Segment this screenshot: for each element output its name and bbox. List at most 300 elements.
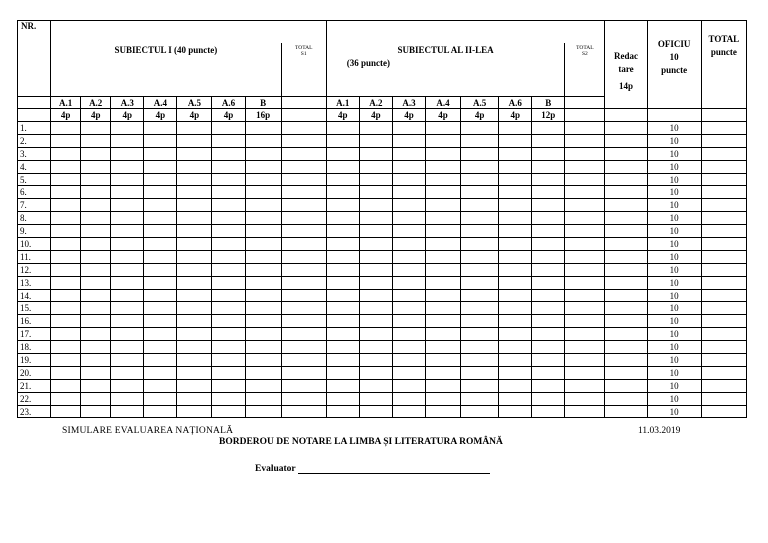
score-cell[interactable] bbox=[426, 122, 461, 135]
score-cell[interactable] bbox=[392, 212, 425, 225]
score-cell[interactable] bbox=[499, 276, 532, 289]
score-cell[interactable] bbox=[177, 289, 212, 302]
score-cell[interactable] bbox=[51, 263, 81, 276]
score-cell[interactable] bbox=[461, 392, 499, 405]
score-cell[interactable] bbox=[144, 379, 177, 392]
score-cell[interactable] bbox=[326, 354, 359, 367]
score-cell[interactable] bbox=[461, 199, 499, 212]
score-cell[interactable] bbox=[212, 328, 245, 341]
score-cell[interactable] bbox=[392, 147, 425, 160]
score-cell[interactable] bbox=[326, 366, 359, 379]
score-cell[interactable] bbox=[111, 160, 144, 173]
score-cell[interactable] bbox=[426, 289, 461, 302]
score-cell[interactable] bbox=[245, 341, 281, 354]
score-cell[interactable] bbox=[245, 212, 281, 225]
redactare-score-cell[interactable] bbox=[605, 186, 647, 199]
score-cell[interactable] bbox=[461, 173, 499, 186]
score-cell[interactable] bbox=[499, 354, 532, 367]
score-cell[interactable] bbox=[461, 341, 499, 354]
score-cell[interactable] bbox=[81, 263, 111, 276]
score-cell[interactable] bbox=[81, 341, 111, 354]
total-score-cell[interactable] bbox=[701, 289, 746, 302]
score-cell[interactable] bbox=[81, 160, 111, 173]
score-cell[interactable] bbox=[212, 289, 245, 302]
score-cell[interactable] bbox=[281, 173, 326, 186]
score-cell[interactable] bbox=[111, 212, 144, 225]
score-cell[interactable] bbox=[281, 122, 326, 135]
score-cell[interactable] bbox=[281, 186, 326, 199]
score-cell[interactable] bbox=[177, 173, 212, 186]
score-cell[interactable] bbox=[245, 315, 281, 328]
score-cell[interactable] bbox=[245, 328, 281, 341]
score-cell[interactable] bbox=[81, 250, 111, 263]
score-cell[interactable] bbox=[326, 302, 359, 315]
score-cell[interactable] bbox=[281, 238, 326, 251]
total-score-cell[interactable] bbox=[701, 238, 746, 251]
score-cell[interactable] bbox=[499, 379, 532, 392]
score-cell[interactable] bbox=[326, 173, 359, 186]
score-cell[interactable] bbox=[499, 392, 532, 405]
score-cell[interactable] bbox=[245, 354, 281, 367]
score-cell[interactable] bbox=[426, 160, 461, 173]
score-cell[interactable] bbox=[359, 173, 392, 186]
score-cell[interactable] bbox=[532, 392, 565, 405]
score-cell[interactable] bbox=[565, 379, 605, 392]
score-cell[interactable] bbox=[426, 328, 461, 341]
total-score-cell[interactable] bbox=[701, 160, 746, 173]
score-cell[interactable] bbox=[51, 186, 81, 199]
score-cell[interactable] bbox=[565, 302, 605, 315]
score-cell[interactable] bbox=[81, 238, 111, 251]
score-cell[interactable] bbox=[245, 122, 281, 135]
score-cell[interactable] bbox=[392, 238, 425, 251]
score-cell[interactable] bbox=[212, 173, 245, 186]
score-cell[interactable] bbox=[81, 405, 111, 418]
score-cell[interactable] bbox=[426, 173, 461, 186]
score-cell[interactable] bbox=[212, 405, 245, 418]
score-cell[interactable] bbox=[245, 366, 281, 379]
score-cell[interactable] bbox=[392, 134, 425, 147]
total-score-cell[interactable] bbox=[701, 134, 746, 147]
score-cell[interactable] bbox=[461, 186, 499, 199]
score-cell[interactable] bbox=[532, 354, 565, 367]
score-cell[interactable] bbox=[281, 302, 326, 315]
score-cell[interactable] bbox=[426, 250, 461, 263]
score-cell[interactable] bbox=[51, 147, 81, 160]
score-cell[interactable] bbox=[281, 225, 326, 238]
score-cell[interactable] bbox=[326, 276, 359, 289]
score-cell[interactable] bbox=[212, 186, 245, 199]
score-cell[interactable] bbox=[326, 392, 359, 405]
redactare-score-cell[interactable] bbox=[605, 276, 647, 289]
score-cell[interactable] bbox=[144, 289, 177, 302]
score-cell[interactable] bbox=[499, 212, 532, 225]
score-cell[interactable] bbox=[212, 366, 245, 379]
total-score-cell[interactable] bbox=[701, 366, 746, 379]
score-cell[interactable] bbox=[144, 212, 177, 225]
score-cell[interactable] bbox=[326, 160, 359, 173]
total-score-cell[interactable] bbox=[701, 276, 746, 289]
score-cell[interactable] bbox=[281, 328, 326, 341]
score-cell[interactable] bbox=[565, 173, 605, 186]
score-cell[interactable] bbox=[81, 289, 111, 302]
score-cell[interactable] bbox=[532, 379, 565, 392]
score-cell[interactable] bbox=[51, 122, 81, 135]
total-score-cell[interactable] bbox=[701, 328, 746, 341]
score-cell[interactable] bbox=[565, 341, 605, 354]
score-cell[interactable] bbox=[81, 354, 111, 367]
score-cell[interactable] bbox=[565, 405, 605, 418]
score-cell[interactable] bbox=[426, 147, 461, 160]
score-cell[interactable] bbox=[111, 122, 144, 135]
score-cell[interactable] bbox=[565, 250, 605, 263]
score-cell[interactable] bbox=[532, 173, 565, 186]
score-cell[interactable] bbox=[144, 134, 177, 147]
score-cell[interactable] bbox=[532, 263, 565, 276]
score-cell[interactable] bbox=[499, 122, 532, 135]
score-cell[interactable] bbox=[499, 160, 532, 173]
score-cell[interactable] bbox=[326, 238, 359, 251]
score-cell[interactable] bbox=[326, 263, 359, 276]
score-cell[interactable] bbox=[359, 328, 392, 341]
score-cell[interactable] bbox=[499, 250, 532, 263]
score-cell[interactable] bbox=[499, 186, 532, 199]
score-cell[interactable] bbox=[177, 250, 212, 263]
score-cell[interactable] bbox=[532, 199, 565, 212]
score-cell[interactable] bbox=[212, 379, 245, 392]
score-cell[interactable] bbox=[245, 392, 281, 405]
score-cell[interactable] bbox=[532, 147, 565, 160]
score-cell[interactable] bbox=[111, 341, 144, 354]
score-cell[interactable] bbox=[144, 186, 177, 199]
score-cell[interactable] bbox=[177, 366, 212, 379]
score-cell[interactable] bbox=[499, 238, 532, 251]
score-cell[interactable] bbox=[81, 212, 111, 225]
score-cell[interactable] bbox=[81, 366, 111, 379]
score-cell[interactable] bbox=[426, 238, 461, 251]
score-cell[interactable] bbox=[144, 238, 177, 251]
redactare-score-cell[interactable] bbox=[605, 405, 647, 418]
score-cell[interactable] bbox=[281, 379, 326, 392]
score-cell[interactable] bbox=[359, 289, 392, 302]
score-cell[interactable] bbox=[212, 315, 245, 328]
score-cell[interactable] bbox=[144, 173, 177, 186]
score-cell[interactable] bbox=[392, 405, 425, 418]
score-cell[interactable] bbox=[461, 276, 499, 289]
score-cell[interactable] bbox=[281, 263, 326, 276]
score-cell[interactable] bbox=[359, 212, 392, 225]
score-cell[interactable] bbox=[177, 302, 212, 315]
score-cell[interactable] bbox=[177, 160, 212, 173]
score-cell[interactable] bbox=[461, 212, 499, 225]
redactare-score-cell[interactable] bbox=[605, 225, 647, 238]
score-cell[interactable] bbox=[499, 263, 532, 276]
score-cell[interactable] bbox=[144, 405, 177, 418]
score-cell[interactable] bbox=[426, 341, 461, 354]
score-cell[interactable] bbox=[144, 354, 177, 367]
score-cell[interactable] bbox=[426, 225, 461, 238]
score-cell[interactable] bbox=[392, 289, 425, 302]
score-cell[interactable] bbox=[245, 225, 281, 238]
score-cell[interactable] bbox=[499, 173, 532, 186]
score-cell[interactable] bbox=[144, 199, 177, 212]
score-cell[interactable] bbox=[565, 366, 605, 379]
evaluator-signature-line[interactable] bbox=[298, 464, 490, 474]
score-cell[interactable] bbox=[212, 225, 245, 238]
score-cell[interactable] bbox=[426, 366, 461, 379]
total-score-cell[interactable] bbox=[701, 379, 746, 392]
score-cell[interactable] bbox=[392, 173, 425, 186]
score-cell[interactable] bbox=[359, 263, 392, 276]
score-cell[interactable] bbox=[326, 250, 359, 263]
score-cell[interactable] bbox=[392, 186, 425, 199]
score-cell[interactable] bbox=[426, 134, 461, 147]
score-cell[interactable] bbox=[359, 315, 392, 328]
score-cell[interactable] bbox=[499, 315, 532, 328]
score-cell[interactable] bbox=[359, 392, 392, 405]
score-cell[interactable] bbox=[212, 276, 245, 289]
score-cell[interactable] bbox=[177, 238, 212, 251]
score-cell[interactable] bbox=[565, 147, 605, 160]
total-score-cell[interactable] bbox=[701, 122, 746, 135]
score-cell[interactable] bbox=[212, 212, 245, 225]
score-cell[interactable] bbox=[532, 186, 565, 199]
score-cell[interactable] bbox=[144, 315, 177, 328]
score-cell[interactable] bbox=[532, 341, 565, 354]
score-cell[interactable] bbox=[281, 160, 326, 173]
score-cell[interactable] bbox=[326, 147, 359, 160]
score-cell[interactable] bbox=[532, 328, 565, 341]
score-cell[interactable] bbox=[212, 250, 245, 263]
redactare-score-cell[interactable] bbox=[605, 366, 647, 379]
score-cell[interactable] bbox=[51, 366, 81, 379]
score-cell[interactable] bbox=[111, 199, 144, 212]
score-cell[interactable] bbox=[111, 289, 144, 302]
total-score-cell[interactable] bbox=[701, 341, 746, 354]
score-cell[interactable] bbox=[212, 263, 245, 276]
score-cell[interactable] bbox=[565, 225, 605, 238]
score-cell[interactable] bbox=[392, 250, 425, 263]
score-cell[interactable] bbox=[212, 134, 245, 147]
score-cell[interactable] bbox=[51, 328, 81, 341]
score-cell[interactable] bbox=[499, 366, 532, 379]
score-cell[interactable] bbox=[499, 341, 532, 354]
score-cell[interactable] bbox=[111, 173, 144, 186]
score-cell[interactable] bbox=[81, 134, 111, 147]
score-cell[interactable] bbox=[326, 186, 359, 199]
score-cell[interactable] bbox=[392, 366, 425, 379]
score-cell[interactable] bbox=[111, 276, 144, 289]
score-cell[interactable] bbox=[81, 302, 111, 315]
score-cell[interactable] bbox=[51, 238, 81, 251]
total-score-cell[interactable] bbox=[701, 199, 746, 212]
score-cell[interactable] bbox=[392, 263, 425, 276]
total-score-cell[interactable] bbox=[701, 354, 746, 367]
score-cell[interactable] bbox=[461, 263, 499, 276]
score-cell[interactable] bbox=[51, 225, 81, 238]
score-cell[interactable] bbox=[111, 134, 144, 147]
score-cell[interactable] bbox=[326, 199, 359, 212]
score-cell[interactable] bbox=[565, 238, 605, 251]
score-cell[interactable] bbox=[359, 160, 392, 173]
score-cell[interactable] bbox=[111, 315, 144, 328]
score-cell[interactable] bbox=[392, 160, 425, 173]
score-cell[interactable] bbox=[212, 199, 245, 212]
score-cell[interactable] bbox=[177, 147, 212, 160]
score-cell[interactable] bbox=[245, 238, 281, 251]
score-cell[interactable] bbox=[532, 225, 565, 238]
score-cell[interactable] bbox=[51, 289, 81, 302]
score-cell[interactable] bbox=[532, 289, 565, 302]
score-cell[interactable] bbox=[281, 199, 326, 212]
score-cell[interactable] bbox=[426, 392, 461, 405]
score-cell[interactable] bbox=[532, 405, 565, 418]
redactare-score-cell[interactable] bbox=[605, 199, 647, 212]
score-cell[interactable] bbox=[81, 392, 111, 405]
score-cell[interactable] bbox=[177, 225, 212, 238]
score-cell[interactable] bbox=[51, 315, 81, 328]
score-cell[interactable] bbox=[461, 354, 499, 367]
total-score-cell[interactable] bbox=[701, 212, 746, 225]
score-cell[interactable] bbox=[245, 250, 281, 263]
score-cell[interactable] bbox=[565, 276, 605, 289]
score-cell[interactable] bbox=[51, 134, 81, 147]
score-cell[interactable] bbox=[461, 405, 499, 418]
score-cell[interactable] bbox=[461, 147, 499, 160]
score-cell[interactable] bbox=[245, 173, 281, 186]
score-cell[interactable] bbox=[144, 302, 177, 315]
score-cell[interactable] bbox=[144, 147, 177, 160]
score-cell[interactable] bbox=[532, 366, 565, 379]
score-cell[interactable] bbox=[177, 405, 212, 418]
score-cell[interactable] bbox=[499, 302, 532, 315]
total-score-cell[interactable] bbox=[701, 302, 746, 315]
redactare-score-cell[interactable] bbox=[605, 328, 647, 341]
score-cell[interactable] bbox=[81, 147, 111, 160]
score-cell[interactable] bbox=[565, 186, 605, 199]
score-cell[interactable] bbox=[359, 186, 392, 199]
score-cell[interactable] bbox=[392, 276, 425, 289]
redactare-score-cell[interactable] bbox=[605, 250, 647, 263]
score-cell[interactable] bbox=[326, 328, 359, 341]
score-cell[interactable] bbox=[212, 122, 245, 135]
score-cell[interactable] bbox=[51, 250, 81, 263]
score-cell[interactable] bbox=[51, 354, 81, 367]
score-cell[interactable] bbox=[565, 160, 605, 173]
score-cell[interactable] bbox=[461, 366, 499, 379]
total-score-cell[interactable] bbox=[701, 225, 746, 238]
score-cell[interactable] bbox=[532, 276, 565, 289]
score-cell[interactable] bbox=[245, 379, 281, 392]
score-cell[interactable] bbox=[81, 199, 111, 212]
score-cell[interactable] bbox=[499, 328, 532, 341]
score-cell[interactable] bbox=[212, 341, 245, 354]
redactare-score-cell[interactable] bbox=[605, 302, 647, 315]
score-cell[interactable] bbox=[144, 276, 177, 289]
score-cell[interactable] bbox=[326, 315, 359, 328]
score-cell[interactable] bbox=[326, 122, 359, 135]
score-cell[interactable] bbox=[212, 238, 245, 251]
score-cell[interactable] bbox=[177, 315, 212, 328]
score-cell[interactable] bbox=[426, 315, 461, 328]
score-cell[interactable] bbox=[565, 392, 605, 405]
score-cell[interactable] bbox=[326, 379, 359, 392]
score-cell[interactable] bbox=[426, 302, 461, 315]
score-cell[interactable] bbox=[177, 276, 212, 289]
score-cell[interactable] bbox=[144, 341, 177, 354]
score-cell[interactable] bbox=[177, 341, 212, 354]
score-cell[interactable] bbox=[461, 379, 499, 392]
score-cell[interactable] bbox=[245, 199, 281, 212]
score-cell[interactable] bbox=[177, 263, 212, 276]
score-cell[interactable] bbox=[499, 225, 532, 238]
score-cell[interactable] bbox=[177, 354, 212, 367]
score-cell[interactable] bbox=[111, 186, 144, 199]
score-cell[interactable] bbox=[81, 379, 111, 392]
score-cell[interactable] bbox=[326, 405, 359, 418]
score-cell[interactable] bbox=[245, 186, 281, 199]
total-score-cell[interactable] bbox=[701, 392, 746, 405]
score-cell[interactable] bbox=[281, 354, 326, 367]
score-cell[interactable] bbox=[81, 328, 111, 341]
score-cell[interactable] bbox=[111, 392, 144, 405]
score-cell[interactable] bbox=[392, 341, 425, 354]
score-cell[interactable] bbox=[359, 238, 392, 251]
score-cell[interactable] bbox=[81, 122, 111, 135]
score-cell[interactable] bbox=[177, 212, 212, 225]
redactare-score-cell[interactable] bbox=[605, 289, 647, 302]
score-cell[interactable] bbox=[499, 147, 532, 160]
score-cell[interactable] bbox=[111, 263, 144, 276]
score-cell[interactable] bbox=[461, 328, 499, 341]
score-cell[interactable] bbox=[212, 354, 245, 367]
score-cell[interactable] bbox=[81, 186, 111, 199]
redactare-score-cell[interactable] bbox=[605, 379, 647, 392]
score-cell[interactable] bbox=[565, 289, 605, 302]
score-cell[interactable] bbox=[111, 379, 144, 392]
score-cell[interactable] bbox=[359, 405, 392, 418]
score-cell[interactable] bbox=[426, 186, 461, 199]
score-cell[interactable] bbox=[461, 160, 499, 173]
score-cell[interactable] bbox=[461, 289, 499, 302]
score-cell[interactable] bbox=[177, 186, 212, 199]
score-cell[interactable] bbox=[281, 405, 326, 418]
score-cell[interactable] bbox=[359, 134, 392, 147]
score-cell[interactable] bbox=[392, 122, 425, 135]
score-cell[interactable] bbox=[426, 354, 461, 367]
score-cell[interactable] bbox=[81, 276, 111, 289]
score-cell[interactable] bbox=[111, 238, 144, 251]
score-cell[interactable] bbox=[212, 147, 245, 160]
score-cell[interactable] bbox=[177, 392, 212, 405]
score-cell[interactable] bbox=[245, 263, 281, 276]
score-cell[interactable] bbox=[245, 134, 281, 147]
redactare-score-cell[interactable] bbox=[605, 134, 647, 147]
score-cell[interactable] bbox=[359, 379, 392, 392]
score-cell[interactable] bbox=[81, 173, 111, 186]
score-cell[interactable] bbox=[144, 328, 177, 341]
score-cell[interactable] bbox=[392, 354, 425, 367]
score-cell[interactable] bbox=[177, 134, 212, 147]
score-cell[interactable] bbox=[532, 134, 565, 147]
score-cell[interactable] bbox=[392, 315, 425, 328]
score-cell[interactable] bbox=[461, 134, 499, 147]
score-cell[interactable] bbox=[359, 276, 392, 289]
score-cell[interactable] bbox=[111, 354, 144, 367]
score-cell[interactable] bbox=[392, 199, 425, 212]
score-cell[interactable] bbox=[392, 379, 425, 392]
score-cell[interactable] bbox=[51, 392, 81, 405]
